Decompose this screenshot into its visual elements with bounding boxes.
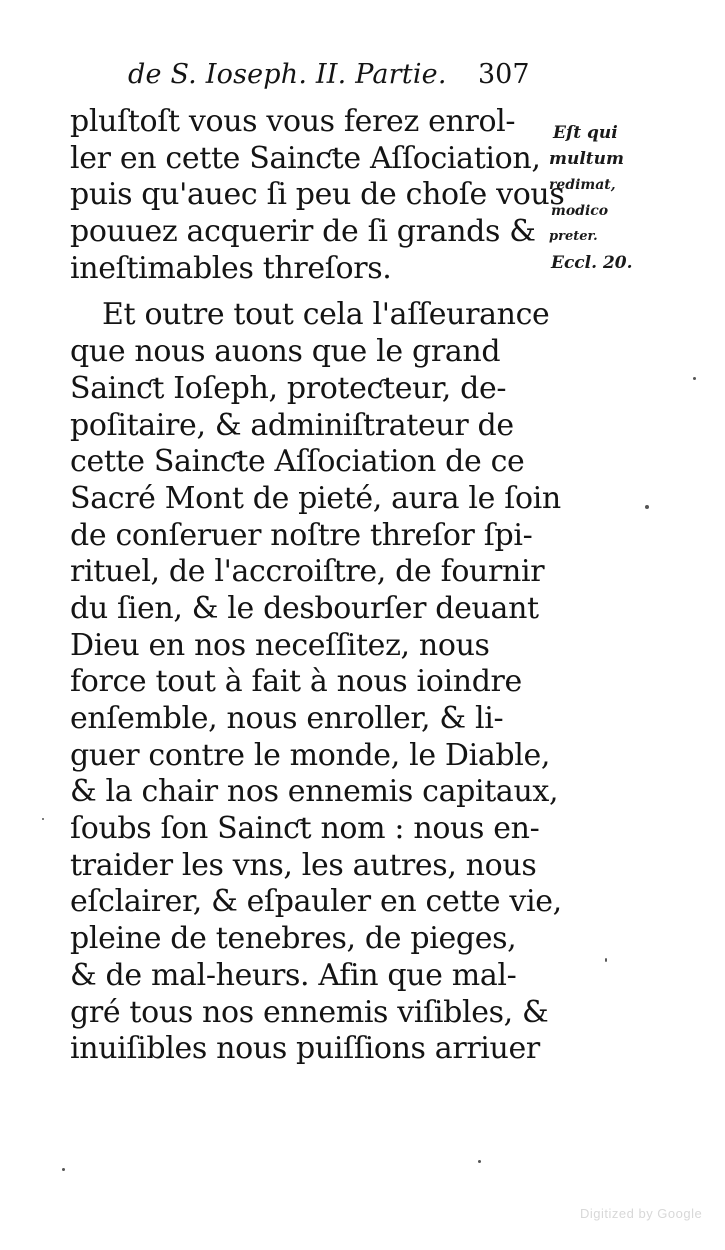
text-line: rituel, de l'accroiſtre, de fournir xyxy=(70,554,545,590)
text-line: force tout à fait à nous ioindre xyxy=(70,664,522,700)
body-text xyxy=(70,104,565,1068)
running-header xyxy=(128,58,548,92)
text-line: poſitaire, & adminiſtrateur de xyxy=(70,407,514,443)
marginal-note-line: multum xyxy=(549,149,625,169)
text-line: ler en cette Sainƈte Aſſociation, xyxy=(70,140,541,176)
text-line: guer contre le monde, le Diable, xyxy=(70,737,551,773)
text-line: inuiſibles nous puiſſions arriuer xyxy=(70,1031,540,1067)
marginal-note-line: preter. xyxy=(549,229,598,244)
paper-speck xyxy=(62,1168,65,1171)
text-line: & la chair nos ennemis capitaux, xyxy=(70,774,559,810)
text-line: Sacré Mont de pieté, aura le ſoin xyxy=(70,480,561,516)
paper-speck xyxy=(693,377,696,380)
text-line: pouuez acquerir de ſi grands & xyxy=(70,214,536,250)
paper-speck xyxy=(478,1160,481,1163)
text-line: enſemble, nous enroller, & li- xyxy=(70,701,504,736)
marginal-note-line: Eccl. 20. xyxy=(551,253,633,273)
text-line: Sainƈt Ioſeph, proteƈteur, de- xyxy=(70,370,507,406)
text-line: & de mal-heurs. Afin que mal- xyxy=(70,957,517,993)
text-line: ſoubs ſon Sainƈt nom : nous en- xyxy=(70,811,540,847)
page-number: 307 xyxy=(478,59,530,90)
paper-speck xyxy=(42,818,44,820)
text-line: que nous auons que le grand xyxy=(70,334,501,370)
text-line: puis qu'auec ſi peu de choſe vous xyxy=(70,177,565,213)
paper-speck xyxy=(605,958,607,962)
paper-speck xyxy=(645,505,649,509)
text-line: ineſtimables threſors. xyxy=(70,250,392,286)
text-line: eſclairer, & eſpauler en cette vie, xyxy=(70,884,562,920)
marginal-note-line: redimat, xyxy=(549,177,616,193)
text-line: Dieu en nos neceſſitez, nous xyxy=(70,627,490,663)
text-line: cette Sainƈte Aſſociation de ce xyxy=(70,444,525,480)
text-line: gré tous nos ennemis viſibles, & xyxy=(70,994,549,1030)
marginal-note xyxy=(549,120,719,276)
text-line: pluſtoſt vous vous ferez enrol- xyxy=(70,104,516,139)
text-line: pleine de tenebres, de pieges, xyxy=(70,921,517,957)
paragraph-start-line: Et outre tout cela l'aſſeurance xyxy=(102,297,550,333)
running-title: de S. Ioseph. II. Partie. xyxy=(128,59,447,90)
text-line: traider les vns, les autres, nous xyxy=(70,847,537,883)
text-line: du ſien, & le desbourſer deuant xyxy=(70,590,539,626)
watermark: Digitized by Google xyxy=(580,1206,703,1221)
marginal-note-line: Eſt qui xyxy=(553,123,618,143)
text-line: de conſeruer noſtre threſor ſpi- xyxy=(70,517,533,553)
marginal-note-line: modico xyxy=(551,203,609,219)
